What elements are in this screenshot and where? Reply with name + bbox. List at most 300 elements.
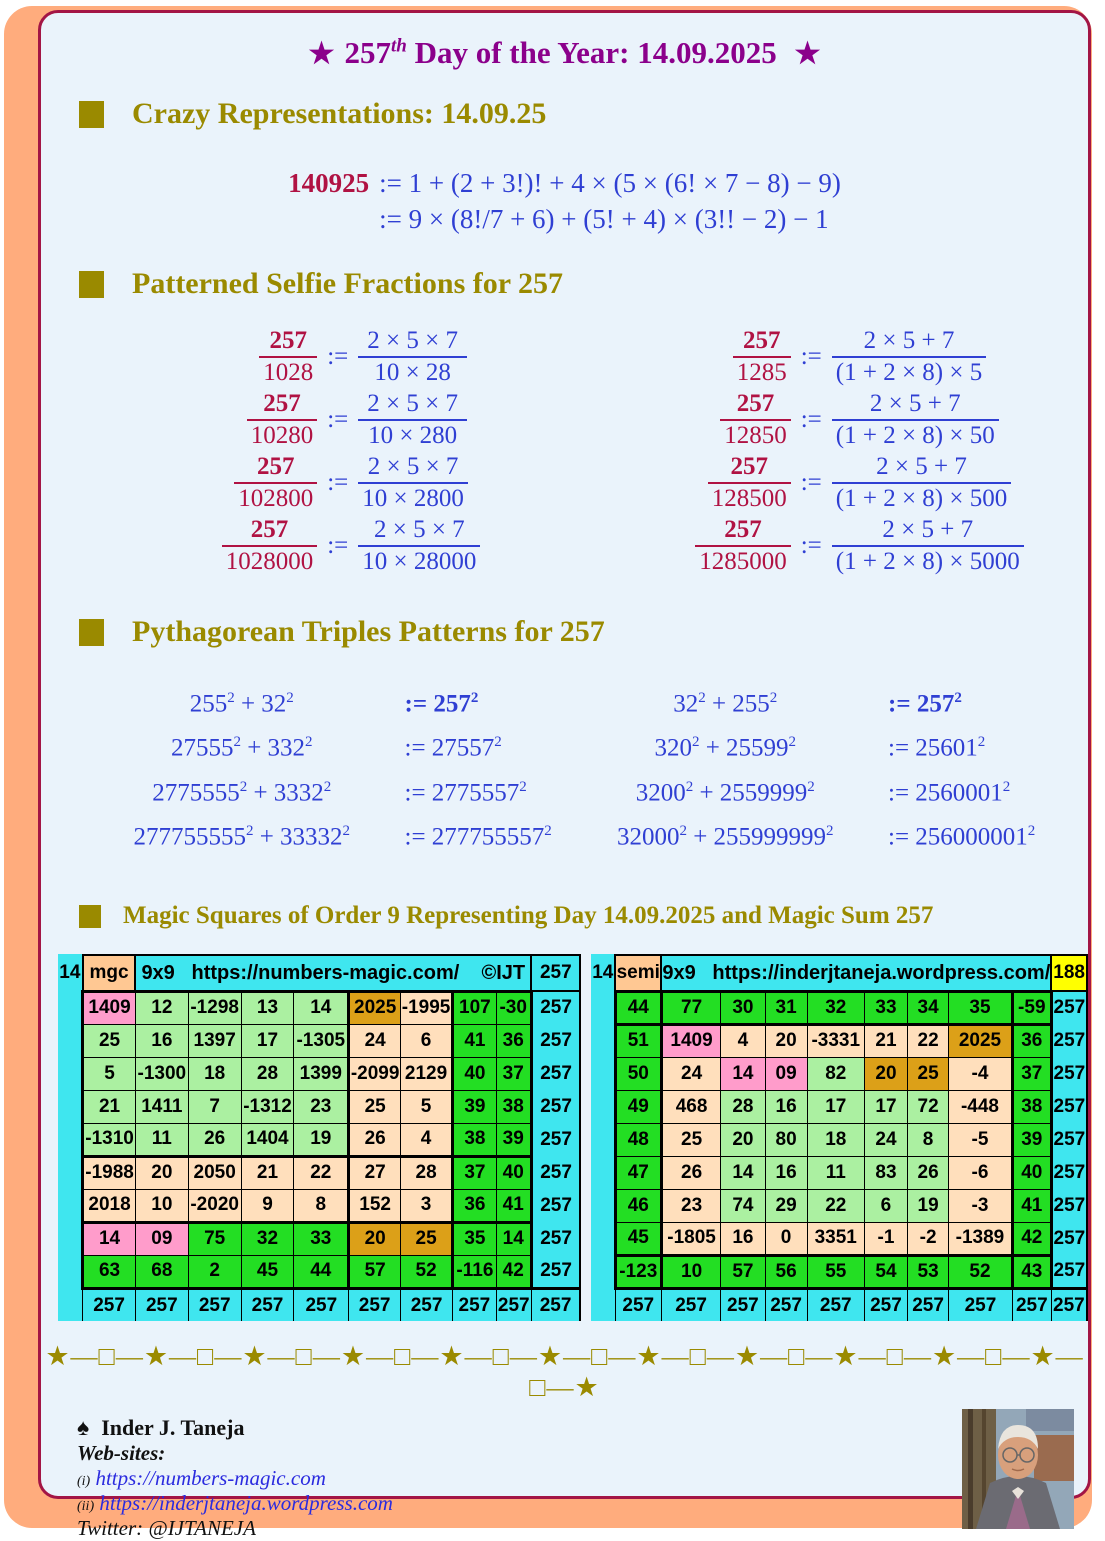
magic-cell: 1404 bbox=[241, 1123, 294, 1156]
author-photo bbox=[962, 1409, 1074, 1529]
magic-cell: -1298 bbox=[188, 991, 241, 1024]
magic-cell: 12 bbox=[135, 991, 188, 1024]
crazy-equations bbox=[288, 165, 841, 237]
magic-cell: 11 bbox=[135, 1123, 188, 1156]
website-link-2[interactable]: https://inderjtaneja.wordpress.com bbox=[99, 1491, 393, 1516]
section-heading-crazy bbox=[79, 97, 1088, 131]
magic-cell: 18 bbox=[807, 1123, 864, 1156]
magic-cell: 75 bbox=[188, 1222, 241, 1255]
square-bullet-icon bbox=[79, 101, 104, 128]
selfie-column-left bbox=[101, 327, 575, 579]
row-sum-cell: 257 bbox=[1051, 1189, 1087, 1222]
magic-cell: 20 bbox=[765, 1024, 807, 1057]
row-sum-cell: 257 bbox=[1051, 1123, 1087, 1156]
selfie-fraction-row bbox=[575, 390, 1049, 450]
exponent: 2 bbox=[305, 734, 313, 751]
magic-cell: 18 bbox=[188, 1057, 241, 1090]
magic-cell: 36 bbox=[1012, 1024, 1051, 1057]
magic-cell: 24 bbox=[864, 1123, 907, 1156]
pythagorean-column-right bbox=[575, 679, 1059, 856]
title-text: Day of the Year: 14.09.2025 bbox=[406, 35, 785, 70]
magic-cell: 09 bbox=[135, 1222, 188, 1255]
section-heading-pythagorean-label: Pythagorean Triples Patterns for 257 bbox=[132, 615, 605, 648]
exponent: 2 bbox=[245, 822, 254, 839]
fraction-numerator: 2 × 5 + 7 bbox=[832, 390, 999, 421]
magic-cell: 37 bbox=[496, 1057, 531, 1090]
col-sum-cell: 257 bbox=[908, 1288, 949, 1321]
magic-cell: 17 bbox=[807, 1090, 864, 1123]
exponent: 2 bbox=[544, 822, 552, 839]
magic-cell: 14 bbox=[496, 1222, 531, 1255]
magic-cell: 10 bbox=[135, 1189, 188, 1222]
magic-cell: 6 bbox=[401, 1024, 453, 1057]
magic-cell: 36 bbox=[496, 1024, 531, 1057]
fraction-numerator: 2 × 5 × 7 bbox=[358, 516, 480, 547]
magic-cell: -1995 bbox=[401, 991, 453, 1024]
magic-cell: 28 bbox=[241, 1057, 294, 1090]
magic-cell: 4 bbox=[721, 1024, 765, 1057]
row-sum-cell: 257 bbox=[531, 1024, 580, 1057]
magic-cell: -1805 bbox=[661, 1222, 720, 1255]
fraction-numerator: 257 bbox=[708, 453, 791, 484]
table-label-cell bbox=[58, 1057, 83, 1090]
selfie-lhs-fraction bbox=[733, 327, 791, 387]
magic-cell: 26 bbox=[661, 1156, 720, 1189]
fraction-denominator: 1028 bbox=[263, 359, 314, 386]
magic-cell: 39 bbox=[496, 1123, 531, 1156]
magic-cell: 28 bbox=[401, 1156, 453, 1189]
assign-symbol: := bbox=[800, 532, 822, 559]
websites-label: Web-sites: bbox=[77, 1441, 166, 1466]
magic-cell: 77 bbox=[661, 991, 720, 1024]
magic-cell: -1389 bbox=[949, 1222, 1013, 1255]
section-heading-crazy-label: Crazy Representations: 14.09.25 bbox=[132, 97, 547, 130]
magic-cell: 26 bbox=[349, 1123, 401, 1156]
fraction-denominator: 10 × 280 bbox=[368, 422, 458, 449]
fraction-numerator: 2 × 5 × 7 bbox=[358, 327, 467, 358]
page-title bbox=[41, 35, 1088, 71]
table-label-cell bbox=[591, 1057, 615, 1090]
row-sum-cell: 257 bbox=[1051, 1024, 1087, 1057]
fraction-numerator: 257 bbox=[720, 390, 791, 421]
magic-cell: 37 bbox=[1012, 1057, 1051, 1090]
row-sum-cell: 257 bbox=[1051, 1255, 1087, 1288]
fraction-denominator: (1 + 2 × 8) × 500 bbox=[835, 485, 1008, 512]
magic-cell: 34 bbox=[908, 991, 949, 1024]
assign-symbol: := bbox=[327, 532, 349, 559]
table-title-cell: 9x9 https://numbers-magic.com/ ©IJT bbox=[135, 955, 531, 991]
col-sum-cell: 257 bbox=[807, 1288, 864, 1321]
crazy-lhs-spacer bbox=[288, 201, 369, 237]
magic-cell: 11 bbox=[807, 1156, 864, 1189]
table-label-cell bbox=[58, 1024, 83, 1057]
exponent: 2 bbox=[470, 690, 479, 706]
magic-cell: -5 bbox=[949, 1123, 1013, 1156]
selfie-fractions bbox=[101, 327, 1048, 579]
selfie-fraction-row bbox=[575, 516, 1049, 576]
magic-cell: -1305 bbox=[294, 1024, 349, 1057]
fraction-numerator: 257 bbox=[695, 516, 791, 547]
pythagorean-rhs: := $257^2$ bbox=[404, 690, 479, 718]
fraction-numerator: 257 bbox=[222, 516, 318, 547]
col-sum-cell: 257 bbox=[949, 1288, 1013, 1321]
selfie-fraction-row bbox=[101, 516, 575, 576]
magic-cell: 8 bbox=[908, 1123, 949, 1156]
magic-cell: 42 bbox=[496, 1255, 531, 1288]
twitter-line bbox=[77, 1516, 1088, 1541]
title-day-number: 257 bbox=[344, 35, 391, 70]
magic-cell: 2129 bbox=[401, 1057, 453, 1090]
magic-cell: 49 bbox=[615, 1090, 661, 1123]
magic-cell: 54 bbox=[864, 1255, 907, 1288]
fraction-denominator: 10 × 2800 bbox=[362, 485, 464, 512]
selfie-rhs-fraction bbox=[358, 390, 467, 450]
fraction-denominator: (1 + 2 × 8) × 5 bbox=[835, 359, 983, 386]
table-label-cell bbox=[591, 991, 615, 1024]
table-label-cell bbox=[58, 1090, 83, 1123]
magic-cell: 17 bbox=[241, 1024, 294, 1057]
exponent: 2 bbox=[826, 822, 834, 839]
selfie-fraction-row bbox=[101, 390, 575, 450]
magic-cell: 51 bbox=[615, 1024, 661, 1057]
magic-cell: -1312 bbox=[241, 1090, 294, 1123]
magic-cell: 24 bbox=[661, 1057, 720, 1090]
fraction-numerator: 257 bbox=[234, 453, 317, 484]
exponent: 2 bbox=[954, 690, 962, 706]
magic-cell: -2099 bbox=[349, 1057, 401, 1090]
magic-cell: 3 bbox=[401, 1189, 453, 1222]
magic-cell: 24 bbox=[349, 1024, 401, 1057]
star-separator: ★—□—★—□—★—□—★—□—★—□—★—□—★—□—★—□—★—□—★—□—★—□—★ bbox=[45, 1341, 1084, 1403]
selfie-fraction-row bbox=[575, 327, 1049, 387]
square-bullet-icon bbox=[79, 619, 104, 646]
magic-cell: 16 bbox=[721, 1222, 765, 1255]
magic-cell: 25 bbox=[401, 1222, 453, 1255]
selfie-rhs-fraction bbox=[832, 390, 999, 450]
fraction-numerator: 2 × 5 × 7 bbox=[358, 390, 467, 421]
magic-cell: 28 bbox=[721, 1090, 765, 1123]
pythagorean-rhs: := $277755557^2$ bbox=[404, 822, 552, 851]
pythagorean-lhs: $32^2 + 255^2$ bbox=[673, 690, 778, 718]
magic-cell: 23 bbox=[294, 1090, 349, 1123]
pythagorean-row bbox=[91, 723, 575, 767]
fraction-denominator: 10280 bbox=[250, 422, 314, 449]
magic-cell: 16 bbox=[765, 1156, 807, 1189]
magic-cell: 9 bbox=[241, 1189, 294, 1222]
magic-cell: 80 bbox=[765, 1123, 807, 1156]
magic-cell: 2025 bbox=[349, 991, 401, 1024]
fraction-numerator: 2 × 5 × 7 bbox=[358, 453, 468, 484]
row-sum-cell: 257 bbox=[531, 1189, 580, 1222]
magic-cell: 45 bbox=[241, 1255, 294, 1288]
pythagorean-row bbox=[575, 679, 1059, 723]
pythagorean-lhs: $320^2 + 25599^2$ bbox=[654, 734, 797, 762]
fraction-denominator: 102800 bbox=[238, 485, 314, 512]
pythagorean-rhs: := $27557^2$ bbox=[404, 734, 502, 762]
pythagorean-rhs: := $2560001^2$ bbox=[888, 778, 1011, 806]
magic-cell: 50 bbox=[615, 1057, 661, 1090]
pythagorean-rhs: := $257^2$ bbox=[888, 690, 962, 718]
magic-cell: 20 bbox=[721, 1123, 765, 1156]
magic-cell: -1 bbox=[864, 1222, 907, 1255]
magic-cell: 19 bbox=[908, 1189, 949, 1222]
selfie-fraction-row bbox=[575, 453, 1049, 513]
magic-cell: 21 bbox=[241, 1156, 294, 1189]
section-heading-selfie-label: Patterned Selfie Fractions for 257 bbox=[132, 267, 564, 300]
square-bullet-icon bbox=[79, 271, 104, 298]
twitter-handle: @IJTANEJA bbox=[148, 1516, 256, 1541]
exponent: 2 bbox=[519, 778, 527, 795]
row-sum-cell: 257 bbox=[531, 1156, 580, 1189]
exponent: 2 bbox=[227, 690, 235, 706]
fraction-denominator: 1028000 bbox=[225, 548, 314, 575]
pythagorean-lhs: $277755555^2 + 33332^2$ bbox=[133, 822, 351, 851]
magic-cell: 5 bbox=[83, 1057, 136, 1090]
magic-cell: 25 bbox=[83, 1024, 136, 1057]
magic-cell: 47 bbox=[615, 1156, 661, 1189]
table-total-cell: 257 bbox=[531, 955, 580, 991]
table-label-cell bbox=[591, 1255, 615, 1288]
row-sum-cell: 257 bbox=[1051, 991, 1087, 1024]
magic-cell: 33 bbox=[864, 991, 907, 1024]
magic-cell: 20 bbox=[349, 1222, 401, 1255]
magic-cell: 29 bbox=[765, 1189, 807, 1222]
exponent: 2 bbox=[286, 690, 294, 706]
pythagorean-rhs: := $2775557^2$ bbox=[404, 778, 527, 806]
magic-cell: 57 bbox=[349, 1255, 401, 1288]
fraction-denominator: 10 × 28 bbox=[374, 359, 451, 386]
magic-cell: 53 bbox=[908, 1255, 949, 1288]
fraction-denominator: 1285 bbox=[736, 359, 787, 386]
col-sum-cell: 257 bbox=[661, 1288, 720, 1321]
fraction-numerator: 257 bbox=[259, 327, 317, 358]
magic-cell: -3331 bbox=[807, 1024, 864, 1057]
magic-cell: 41 bbox=[453, 1024, 497, 1057]
pythagorean-row bbox=[575, 723, 1059, 767]
exponent: 2 bbox=[342, 822, 351, 839]
magic-cell: 40 bbox=[453, 1057, 497, 1090]
document-card bbox=[38, 10, 1091, 1541]
magic-cell: -1310 bbox=[83, 1123, 136, 1156]
fraction-denominator: (1 + 2 × 8) × 5000 bbox=[835, 548, 1020, 575]
magic-cell: 25 bbox=[908, 1057, 949, 1090]
magic-square-table bbox=[58, 954, 581, 1321]
section-heading-pythagorean bbox=[79, 615, 1088, 649]
magic-cell: 39 bbox=[453, 1090, 497, 1123]
table-name-cell: semi bbox=[615, 955, 661, 991]
assign-symbol: := bbox=[800, 469, 822, 496]
pythagorean-row bbox=[91, 768, 575, 812]
fraction-denominator: 128500 bbox=[711, 485, 787, 512]
table-label-cell bbox=[591, 1090, 615, 1123]
pythagorean-row bbox=[91, 812, 575, 856]
section-heading-magic bbox=[79, 902, 1088, 930]
section-heading-magic-label: Magic Squares of Order 9 Representing Day 14.09.2025 and Magic Sum 257 bbox=[123, 902, 934, 930]
table-label-cell bbox=[591, 1189, 615, 1222]
magic-cell: 37 bbox=[453, 1156, 497, 1189]
table-label-cell bbox=[591, 1024, 615, 1057]
magic-cell: 8 bbox=[294, 1189, 349, 1222]
magic-cell: 6 bbox=[864, 1189, 907, 1222]
table-corner-label: 14 bbox=[591, 955, 615, 991]
pythagorean-row bbox=[91, 679, 575, 723]
magic-cell: -116 bbox=[453, 1255, 497, 1288]
crazy-value: 140925 bbox=[288, 168, 370, 198]
magic-cell: 14 bbox=[721, 1156, 765, 1189]
table-label-cell bbox=[58, 1156, 83, 1189]
magic-cell: 26 bbox=[188, 1123, 241, 1156]
table-label-cell bbox=[58, 1255, 83, 1288]
magic-cell: 25 bbox=[661, 1123, 720, 1156]
magic-cell: 2 bbox=[188, 1255, 241, 1288]
fraction-numerator: 2 × 5 + 7 bbox=[832, 327, 986, 358]
magic-cell: 1409 bbox=[83, 991, 136, 1024]
magic-cell: 41 bbox=[1012, 1189, 1051, 1222]
author-line bbox=[77, 1415, 1088, 1441]
magic-cell: 16 bbox=[765, 1090, 807, 1123]
grand-total-cell: 257 bbox=[1051, 1288, 1087, 1321]
exponent: 2 bbox=[1027, 822, 1036, 839]
selfie-rhs-fraction bbox=[358, 327, 467, 387]
magic-cell: 83 bbox=[864, 1156, 907, 1189]
magic-cell: 14 bbox=[721, 1057, 765, 1090]
row-sum-cell: 257 bbox=[531, 991, 580, 1024]
row-sum-cell: 257 bbox=[1051, 1057, 1087, 1090]
pythagorean-triples bbox=[91, 679, 1058, 856]
twitter-label: Twitter: bbox=[77, 1516, 144, 1541]
col-sum-cell: 257 bbox=[721, 1288, 765, 1321]
magic-cell: 10 bbox=[661, 1255, 720, 1288]
assign-symbol: := bbox=[327, 343, 349, 370]
selfie-column-right bbox=[575, 327, 1049, 579]
assign-symbol: := bbox=[800, 406, 822, 433]
table-name-cell: mgc bbox=[83, 955, 136, 991]
row-sum-cell: 257 bbox=[531, 1123, 580, 1156]
website-line-1 bbox=[77, 1466, 1088, 1491]
selfie-lhs-fraction bbox=[259, 327, 317, 387]
crazy-line-2: := 9 × (8!/7 + 6) + (5! + 4) × (3!! − 2) − 1 bbox=[379, 204, 829, 234]
selfie-rhs-fraction bbox=[832, 327, 986, 387]
selfie-lhs-fraction bbox=[708, 453, 791, 513]
table-label-cell bbox=[58, 991, 83, 1024]
assign-symbol: := bbox=[327, 469, 349, 496]
fraction-denominator: (1 + 2 × 8) × 50 bbox=[835, 422, 995, 449]
magic-cell: 27 bbox=[349, 1156, 401, 1189]
magic-cell: 42 bbox=[1012, 1222, 1051, 1255]
table-label-cell bbox=[58, 1222, 83, 1255]
pythagorean-rhs: := $256000001^2$ bbox=[888, 822, 1036, 851]
magic-cell: 22 bbox=[807, 1189, 864, 1222]
table-corner-label: 14 bbox=[58, 955, 83, 991]
magic-cell: 19 bbox=[294, 1123, 349, 1156]
magic-cell: 44 bbox=[615, 991, 661, 1024]
selfie-rhs-fraction bbox=[358, 516, 480, 576]
magic-cell: 31 bbox=[765, 991, 807, 1024]
row-sum-cell: 257 bbox=[1051, 1222, 1087, 1255]
exponent: 2 bbox=[691, 734, 700, 751]
exponent: 2 bbox=[698, 690, 706, 706]
magic-cell: -448 bbox=[949, 1090, 1013, 1123]
magic-cell: 2050 bbox=[188, 1156, 241, 1189]
table-label-cell bbox=[58, 1123, 83, 1156]
title-ordinal: th bbox=[390, 35, 407, 57]
col-sum-cell: 257 bbox=[294, 1288, 349, 1321]
magic-cell: 1409 bbox=[661, 1024, 720, 1057]
pythagorean-column-left bbox=[91, 679, 575, 856]
table-title-cell: 9x9 https://inderjtaneja.wordpress.com/ bbox=[661, 955, 1051, 991]
selfie-lhs-fraction bbox=[720, 390, 791, 450]
magic-cell: 23 bbox=[661, 1189, 720, 1222]
magic-cell: -4 bbox=[949, 1057, 1013, 1090]
table-total-cell: 188 bbox=[1051, 955, 1087, 991]
website-link-1[interactable]: https://numbers-magic.com bbox=[95, 1466, 326, 1491]
magic-cell: -2020 bbox=[188, 1189, 241, 1222]
magic-cell: 68 bbox=[135, 1255, 188, 1288]
magic-cell: 40 bbox=[496, 1156, 531, 1189]
selfie-lhs-fraction bbox=[247, 390, 318, 450]
exponent: 2 bbox=[685, 778, 694, 795]
spade-icon: ♠ bbox=[77, 1415, 90, 1441]
magic-square-table bbox=[591, 954, 1088, 1321]
col-sum-cell: 257 bbox=[241, 1288, 294, 1321]
pythagorean-lhs: $2775555^2 + 3332^2$ bbox=[152, 778, 332, 806]
magic-cell: 7 bbox=[188, 1090, 241, 1123]
magic-cell: 22 bbox=[908, 1024, 949, 1057]
fraction-denominator: 12850 bbox=[724, 422, 787, 449]
selfie-rhs-fraction bbox=[832, 516, 1024, 576]
fraction-numerator: 257 bbox=[733, 327, 791, 358]
exponent: 2 bbox=[494, 734, 502, 751]
col-sum-cell: 257 bbox=[401, 1288, 453, 1321]
row-sum-cell: 257 bbox=[531, 1090, 580, 1123]
exponent: 2 bbox=[977, 734, 986, 751]
magic-cell: 40 bbox=[1012, 1156, 1051, 1189]
fraction-denominator: 10 × 28000 bbox=[362, 548, 477, 575]
magic-cell: 20 bbox=[135, 1156, 188, 1189]
selfie-fraction-row bbox=[101, 327, 575, 387]
magic-cell: 0 bbox=[765, 1222, 807, 1255]
pythagorean-row bbox=[575, 812, 1059, 856]
magic-cell: 43 bbox=[1012, 1255, 1051, 1288]
table-label-cell bbox=[591, 1288, 615, 1321]
row-sum-cell: 257 bbox=[1051, 1090, 1087, 1123]
magic-cell: 2025 bbox=[949, 1024, 1013, 1057]
magic-cell: -59 bbox=[1012, 991, 1051, 1024]
col-sum-cell: 257 bbox=[765, 1288, 807, 1321]
star-left-icon: ★ bbox=[308, 38, 335, 70]
fraction-numerator: 2 × 5 + 7 bbox=[832, 453, 1011, 484]
exponent: 2 bbox=[323, 778, 332, 795]
magic-cell: 107 bbox=[453, 991, 497, 1024]
exponent: 2 bbox=[233, 734, 241, 751]
square-bullet-icon bbox=[79, 905, 101, 928]
pythagorean-lhs: $3200^2 + 2559999^2$ bbox=[635, 778, 815, 806]
fraction-numerator: 257 bbox=[247, 390, 318, 421]
col-sum-cell: 257 bbox=[349, 1288, 401, 1321]
magic-cell: 21 bbox=[864, 1024, 907, 1057]
magic-cell: 36 bbox=[453, 1189, 497, 1222]
magic-cell: -1300 bbox=[135, 1057, 188, 1090]
selfie-fraction-row bbox=[101, 453, 575, 513]
magic-cell: -30 bbox=[496, 991, 531, 1024]
magic-cell: 52 bbox=[949, 1255, 1013, 1288]
row-sum-cell: 257 bbox=[531, 1222, 580, 1255]
magic-cell: 468 bbox=[661, 1090, 720, 1123]
col-sum-cell: 257 bbox=[615, 1288, 661, 1321]
selfie-rhs-fraction bbox=[358, 453, 468, 513]
link1-prefix: (i) bbox=[77, 1474, 91, 1490]
magic-cell: 35 bbox=[949, 991, 1013, 1024]
